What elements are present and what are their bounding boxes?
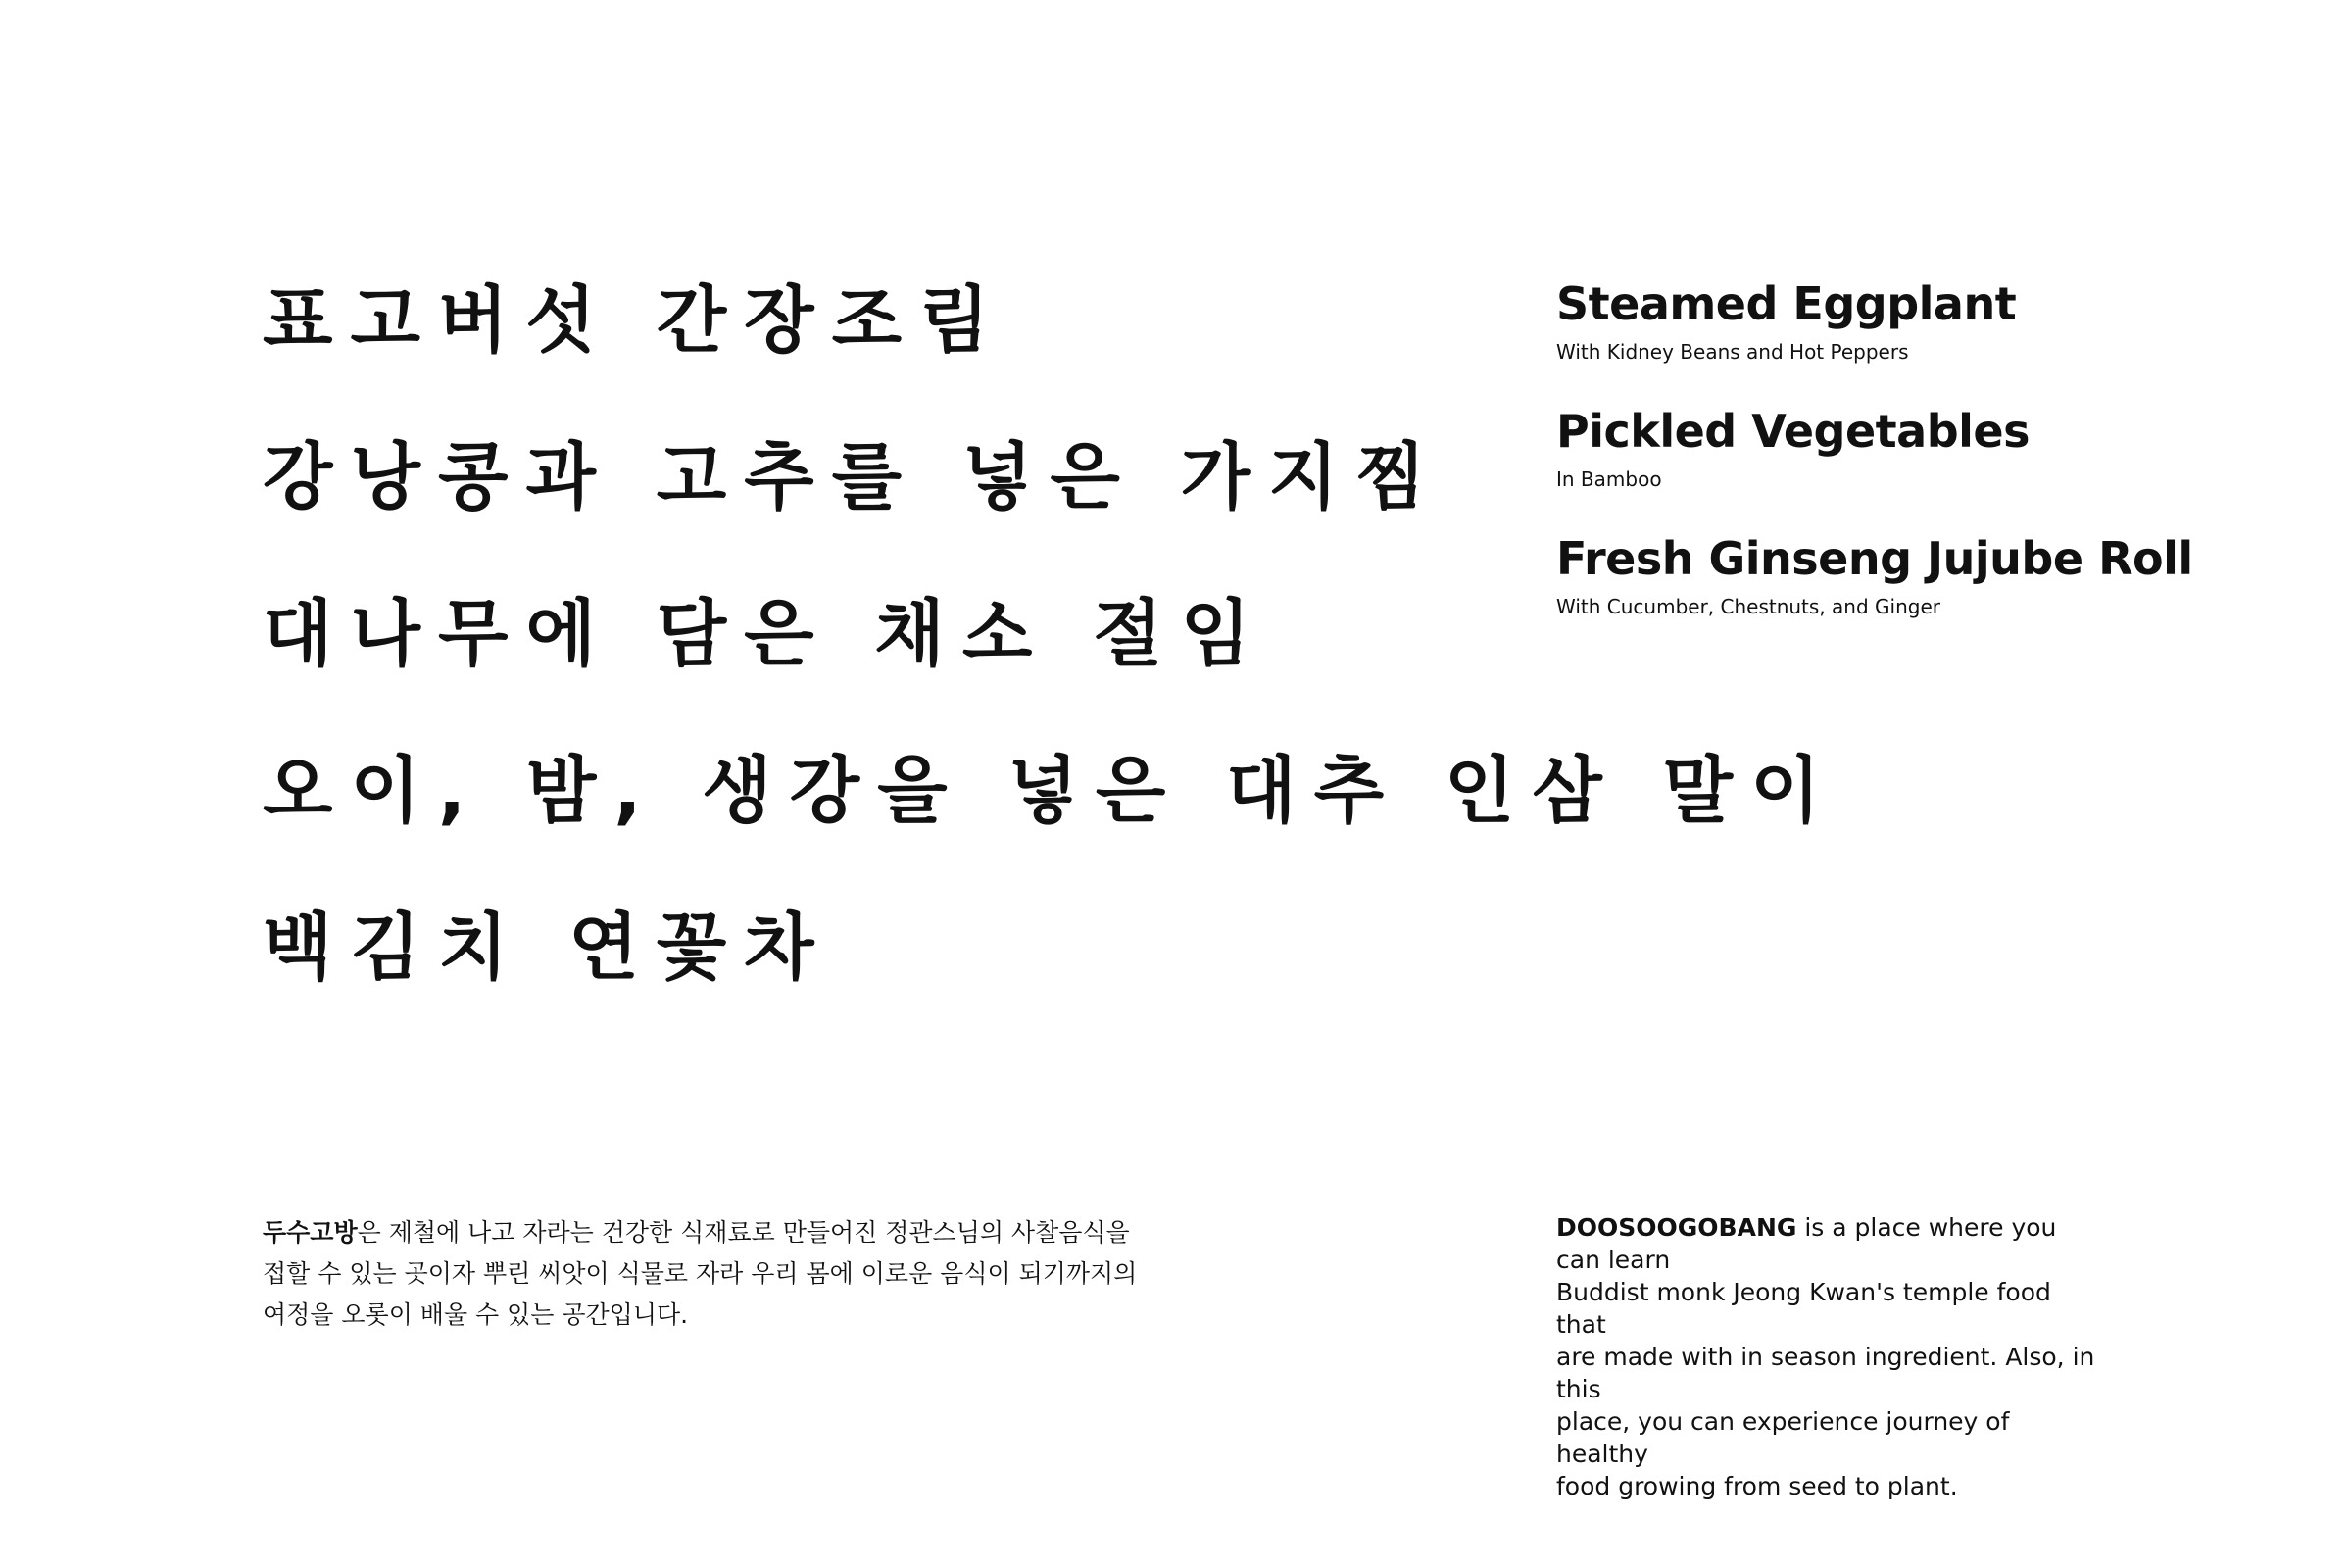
dish-subtitle: In Bamboo — [1556, 467, 1662, 491]
dish-subtitle: With Kidney Beans and Hot Peppers — [1556, 340, 1909, 364]
brand-name-english: DOOSOOGOBANG — [1556, 1213, 1797, 1242]
english-description-line: food growing from seed to plant. — [1556, 1472, 1958, 1500]
korean-menu-item: 대나무에 담은 채소 절임 — [263, 592, 1269, 676]
english-description-line: Buddist monk Jeong Kwan's temple food that — [1556, 1278, 2051, 1339]
korean-description-line: 여정을 오롯이 배울 수 있는 공간입니다. — [263, 1300, 689, 1329]
korean-description-line: 접할 수 있는 곳이자 뿌린 씨앗이 식물로 자라 우리 몸에 이로운 음식이 되기까지의 — [263, 1259, 1138, 1288]
dish-entry — [1556, 274, 2183, 367]
korean-description-line — [263, 1212, 1164, 1253]
korean-menu-item: 표고버섯 간장조림 — [263, 278, 1007, 363]
english-description-line: place, you can experience journey of healthy — [1556, 1407, 2010, 1468]
korean-description — [263, 1212, 1164, 1336]
english-description-line — [1556, 1211, 2105, 1276]
english-description-line: are made with in season ingredient. Also, in this — [1556, 1343, 2095, 1403]
dish-title: Pickled Vegetables — [1556, 405, 2030, 458]
brand-name-korean: 두수고방 — [263, 1218, 358, 1247]
dish-subtitle: With Cucumber, Chestnuts, and Ginger — [1556, 595, 1940, 618]
korean-description-text: 은 제철에 나고 자라는 건강한 식재료로 만들어진 정관스님의 사찰음식을 — [357, 1218, 1130, 1247]
korean-menu-item: 백김치 연꽃차 — [263, 906, 832, 990]
dish-title: Fresh Ginseng Jujube Roll — [1556, 532, 2193, 585]
korean-menu-item: 강낭콩과 고추를 넣은 가지찜 — [263, 435, 1445, 519]
dish-title: Steamed Eggplant — [1556, 277, 2017, 330]
english-description-text: is a place where you can learn — [1556, 1213, 2057, 1274]
english-description — [1556, 1211, 2105, 1502]
dish-entry — [1556, 402, 2183, 494]
english-menu-list — [1556, 274, 2193, 657]
korean-menu-item: 오이, 밤, 생강을 넣은 대추 인삼 말이 — [263, 749, 1838, 833]
dish-entry — [1556, 529, 2193, 621]
